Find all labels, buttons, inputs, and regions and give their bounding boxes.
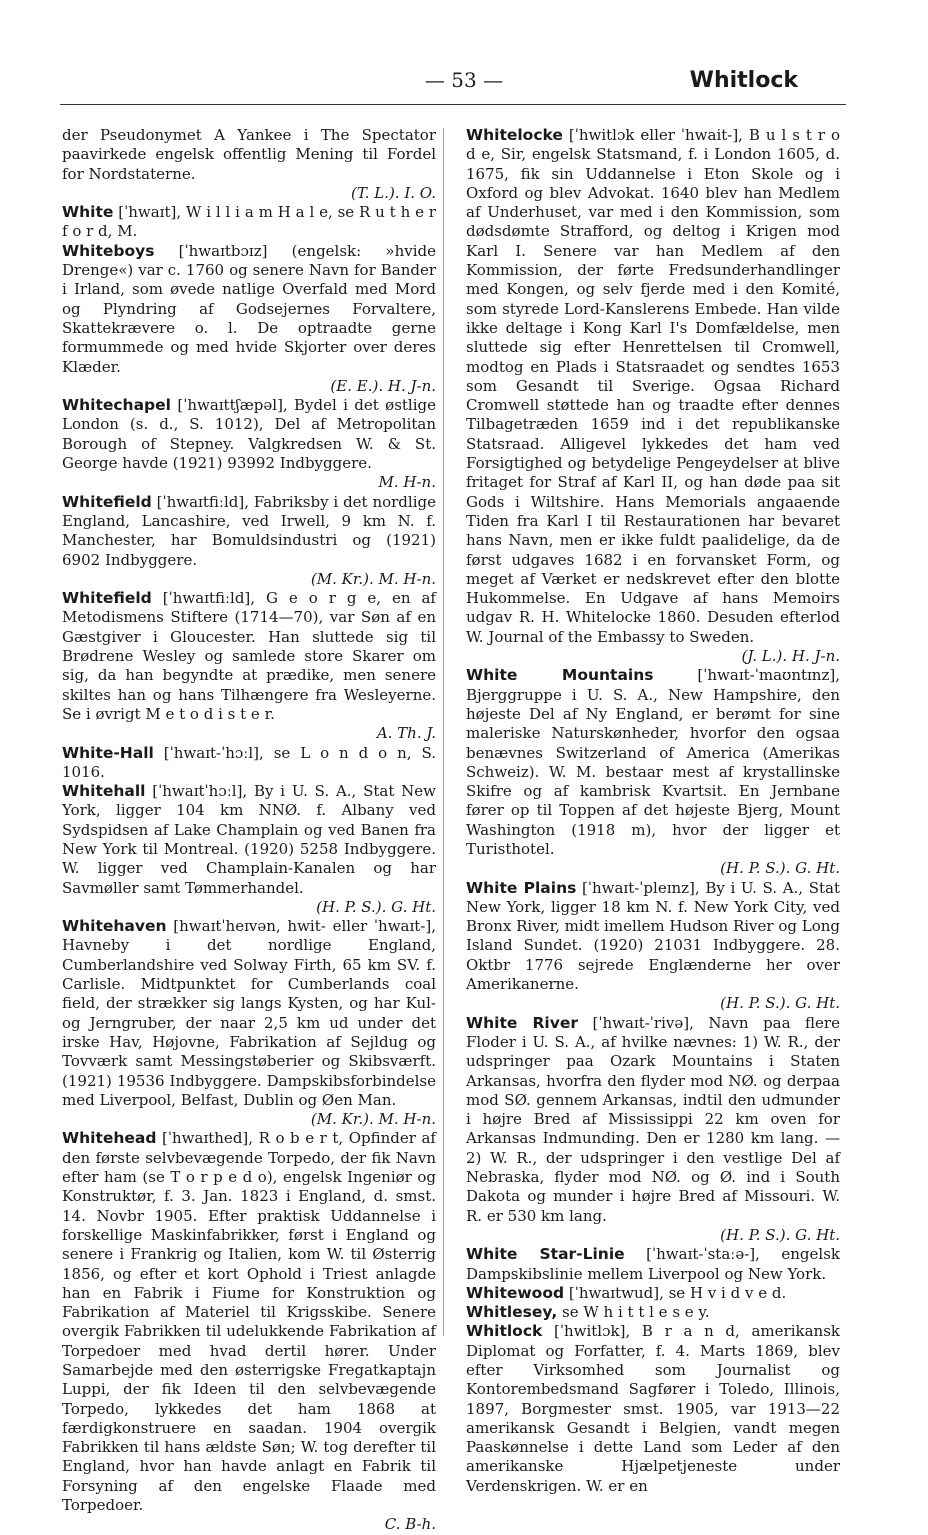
entry-signature: M. H-n. [378, 473, 436, 492]
entry-body: [ˈhwaɪt-ˈhɔːl], se L o n d o n, S. 1016. [62, 743, 436, 781]
dictionary-entry [62, 744, 436, 783]
entry-signature: (M. Kr.). M. H-n. [310, 569, 436, 588]
dictionary-entry [466, 1284, 840, 1303]
entry-signature: (J. L.). H. J-n. [741, 647, 840, 666]
dictionary-entry [466, 666, 840, 878]
dictionary-entry [62, 493, 436, 589]
entry-body: [ˈhwaɪttʃæpəl], Bydel i det østlige London (s. d., S. 1012), Del af Metropolitan Borough of Stepney. Valgkredsen W. & St. George havde (1921) 93992 Indbyggere. [62, 396, 436, 473]
entry-headword: Whitlock [466, 1322, 543, 1341]
dictionary-entry [466, 1303, 840, 1322]
entry-headword: White Star-Linie [466, 1245, 625, 1264]
entry-body: [hwaɪtˈheɪvən, hwit- eller ˈhwaɪt-], Havneby i det nordlige England, Cumberlandshire ved Solway Firth, 65 km SV. f. Carlisle. Midtpunktet for Cumberlands coal field, der strækker sig langs Kysten, og har Kul- og Jerngruber, der naar 2,5 km ud under det irske Hav, Højovne, Fabrikation af Sejldug og Tovværk samt Messingstøberier og Skibsværft. (1921) 19536 Indbyggere. Dampskibsforbindelse med Liverpool, Belfast, Dublin og Øen Man. [62, 917, 436, 1109]
dictionary-entry [62, 242, 436, 396]
entry-headword: White River [466, 1013, 578, 1032]
left-column [62, 126, 436, 1535]
entry-body: [ˈhwaɪt-ˈmaʊntɪnz], Bjerggruppe i U. S. A., New Hampshire, den højeste Del af Ny England, er berømt for sine maleriske Naturskønheder, hvorfor den ogsaa benævnes Switzerland of America (Amerikas Schweiz). W. M. bestaar mest af krystallinske Skifre og af kambrisk Kvartsit. En Jernbane fører op til Toppen af det højeste Bjerg, Mount Washington (1918 m), hvor der ligger et Turisthotel. [466, 666, 840, 858]
entry-headword: White-Hall [62, 743, 154, 762]
entry-body: [ˈhwaɪt], W i l l i a m H a l e, se R u t h e r f o r d, M. [62, 203, 436, 241]
entry-signature: C. B-h. [384, 1515, 436, 1534]
entry-body: [ˈhwaɪtwud], se H v i d v e d. [568, 1283, 787, 1302]
dictionary-entry [466, 879, 840, 1014]
entry-signature: (H. P. S.). G. Ht. [720, 859, 840, 878]
dictionary-entry [62, 782, 436, 917]
entry-body: [ˈhwitlɔk eller ˈhwait-], B u l s t r o d e, Sir, engelsk Statsmand, f. i London 1605, d. 1675, fik sin Uddannelse i Eton Skole og i Oxford og blev Advokat. 1640 blev han Medlem af Underhuset, var med i den Kommission, som dødsdømte Strafford, og deltog i Krigen mod Karl I. Senere var han Medlem af den Kommission, der førte Fredsunderhandlinger med Kongen, og selv fjerde med i den Komité, som styrede Lord-Kanslerens Embede. Han vilde ikke deltage i Kong Karl I's Domfældelse, men sluttede sig efter Henrettelsen til Cromwell, modtog en Plads i Statsraadet og sendtes 1653 som Gesandt til Sverige. Ogsaa Richard Cromwell støttede han og traadte efter dennes Tilbagetræden 1659 ind i det republikanske Statsraad. Alligevel lykkedes det ham ved Forsigtighed og betydelige Pengeydelser at blive fritaget for Straf af Karl II, og han døde paa sit Gods i Wiltshire. Hans Memorials angaaende Tiden fra Karl I til Restaurationen har bevaret hans Navn, men er ikke fuldt paalidelige, da de først udgaves 1682 i en forvansket Form, og meget af Værket er nedskrevet efter den blotte Hukommelse. En Udgave af hans Memoirs udgav R. H. Whitelocke 1860. Desuden efterlod W. Journal of the Embassy to Sweden. [466, 126, 840, 646]
entry-body: [ˈhwaɪtˈhɔːl], By i U. S. A., Stat New York, ligger 104 km NNØ. f. Albany ved Sydspidsen af Lake Champlain og ved Banen fra New York til Montreal. (1920) 5258 Indbyggere. W. ligger ved Champlain-Kanalen og har Savmøller samt Tømmerhandel. [62, 782, 436, 897]
dictionary-entry [62, 203, 436, 242]
running-head: Whitlock [689, 68, 798, 93]
entry-headword: White Plains [466, 878, 577, 897]
entry-headword: Whitlesey, [466, 1303, 558, 1322]
dictionary-entry [62, 126, 436, 203]
entry-body: [ˈhwitlɔk], B r a n d, amerikansk Diplomat og Forfatter, f. 4. Marts 1869, blev efter Virksomhed som Journalist og Kontorembedsmand Sagfører i Toledo, Illinois, 1897, Borgmester smst. 1905, var 1913—22 amerikansk Gesandt i Belgien, vandt megen Paaskønnelse i dette Land som Leder af den amerikanske Hjælpetjeneste under Verdenskrigen. W. er en [466, 1322, 840, 1495]
entry-body: der Pseudonymet A Yankee i The Spectator paavirkede engelsk offentlig Mening til Fordel for Nordstaterne. [62, 126, 436, 183]
entry-body: [ˈhwaɪt-ˈstaːə-], engelsk Dampskibslinie mellem Liverpool og New York. [466, 1245, 840, 1283]
entry-body: [ˈhwaɪtfiːld], Fabriksby i det nordlige England, Lancashire, ved Irwell, 9 km N. f. Manchester, har Bomuldsindustri og (1921) 6902 Indbyggere. [62, 492, 436, 569]
entry-signature: (E. E.). H. J-n. [330, 376, 436, 395]
entry-body: [ˈhwaɪt-ˈrivə], Navn paa flere Floder i U. S. A., af hvilke nævnes: 1) W. R., der udspringer paa Ozark Mountains i Staten Arkansas, hvorfra den flyder mod NØ. og derpaa mod SØ. gennem Arkansas, indtil den udmunder i højre Bred af Mississippi 22 km oven for Arkansas Indmunding. Den er 1280 km lang. — 2) W. R., der udspringer i den vestlige Del af Nebraska, flyder mod NØ. og Ø. ind i South Dakota og munder i højre Bred af Missouri. W. R. er 530 km lang. [466, 1013, 840, 1225]
entry-body: [ˈhwaɪthed], R o b e r t, Opfinder af den første selvbevægende Torpedo, der fik Navn efter ham (se T o r p e d o), engelsk Ingeniør og Konstruktør, f. 3. Jan. 1823 i England, d. smst. 14. Novbr 1905. Efter praktisk Uddannelse i forskellige Maskinfabrikker, først i England og senere i Frankrig og Italien, kom W. til Østerrig 1856, og efter et kort Ophold i Triest anlagde han en Fabrik i Fiume for Konstruktion og Fabrikation af Materiel til Krigsskibe. Senere overgik Fabrikken til udelukkende Fabrikation af Torpedoer med hvad dertil hører. Under Samarbejde med den østerrigske Fregatkaptajn Luppi, der fik Ideen til den selvbevægende Torpedo, lykkedes det ham 1868 at færdigkonstruere en saadan. 1904 overgik Fabrikken til hans ældste Søn; W. tog derefter til England, hvor han havde anlagt en Fabrik til Forsyning af den engelske Flaade med Torpedoer. [62, 1129, 436, 1515]
entry-headword: White Mountains [466, 666, 654, 685]
entry-headword: White [62, 203, 114, 222]
page-number: — 53 — [424, 68, 504, 92]
dictionary-entry [62, 396, 436, 492]
entry-headword: Whitehaven [62, 917, 167, 936]
entry-headword: Whitefield [62, 492, 152, 511]
dictionary-entry [466, 1014, 840, 1246]
entry-signature: (H. P. S.). G. Ht. [720, 1225, 840, 1244]
entry-body: [ˈhwaɪtfiːld], G e o r g e, en af Metodismens Stiftere (1714—70), var Søn af en Gæstgiver i Gloucester. Han sluttede sig til Brødrene Wesley og samlede store Skarer om sig, da han begyndte at prædike, men senere skiltes han og hans Tilhængere fra Wesleyerne. Se i øvrigt M e t o d i s t e r. [62, 589, 436, 723]
entry-body: [ˈhwaɪtbɔɪz] (engelsk: »hvide Drenge«) var c. 1760 og senere Navn for Bander i Irland, som øvede natlige Overfald med Mord og Plyndring af Godsejernes Forvaltere, Skattekrævere o. l. De optraadte gerne formummede og med hvide Skjorter over deres Klæder. [62, 241, 436, 376]
column-divider [443, 128, 444, 1336]
dictionary-entry [62, 1129, 436, 1534]
entry-body: [ˈhwaɪt-ˈpleɪnz], By i U. S. A., Stat New York, ligger 18 km N. f. New York City, ved Bronx River, midt imellem Hudson River og Long Island Sundet. (1920) 21031 Indbyggere. 28. Oktbr 1776 sejrede Englænderne her over Amerikanerne. [466, 878, 840, 994]
dictionary-entry [466, 1322, 840, 1496]
entry-signature: A. Th. J. [376, 724, 436, 743]
entry-headword: Whiteboys [62, 241, 155, 260]
entry-headword: Whitechapel [62, 396, 171, 415]
entry-body: se W h i t t l e s e y. [562, 1303, 710, 1322]
entry-headword: Whitewood [466, 1283, 565, 1302]
dictionary-entry [62, 589, 436, 743]
dictionary-entry [466, 126, 840, 666]
entry-headword: Whitefield [62, 589, 152, 608]
dictionary-entry [62, 917, 436, 1129]
entry-headword: Whitehall [62, 782, 146, 801]
entry-signature: (M. Kr.). M. H-n. [310, 1110, 436, 1129]
entry-signature: (H. P. S.). G. Ht. [316, 897, 436, 916]
right-column [466, 126, 840, 1496]
header-rule [60, 104, 846, 105]
page-header [60, 68, 868, 100]
entry-signature: (H. P. S.). G. Ht. [720, 994, 840, 1013]
entry-headword: Whitehead [62, 1129, 157, 1148]
entry-signature: (T. L.). I. O. [351, 183, 436, 202]
entry-headword: Whitelocke [466, 126, 563, 144]
dictionary-entry [466, 1245, 840, 1284]
